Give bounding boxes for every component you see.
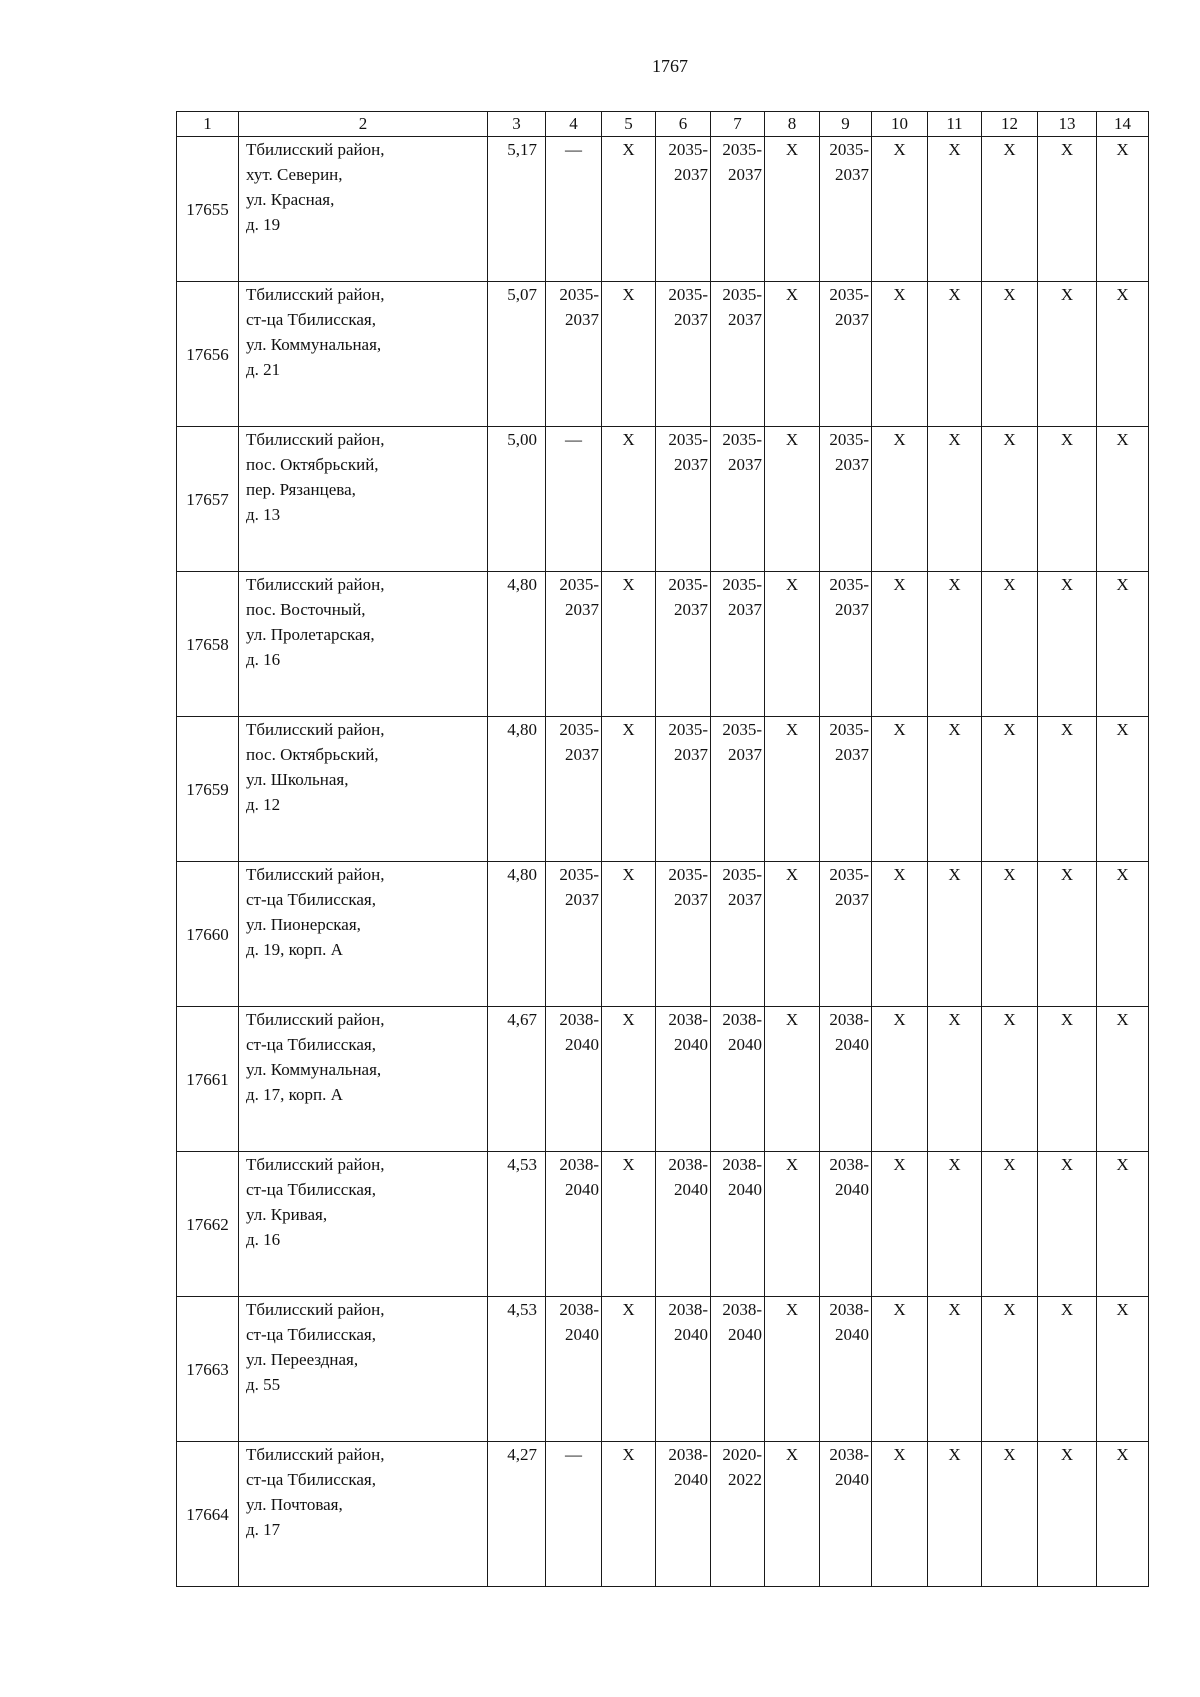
- cell-col-5: X: [602, 427, 656, 572]
- cell-col-5: X: [602, 717, 656, 862]
- cell-line: 2038-: [668, 1300, 708, 1319]
- cell-line: —: [565, 140, 582, 159]
- cell-line: 2040: [565, 1035, 599, 1054]
- cell-col-14: X: [1097, 1297, 1149, 1442]
- column-header-4: 4: [546, 112, 602, 137]
- cell-col-8: X: [765, 572, 820, 717]
- cell-col-5: X: [602, 1152, 656, 1297]
- cell-col-14: X: [1097, 427, 1149, 572]
- value-cell: 4,80: [488, 717, 546, 862]
- cell-col-9: [820, 1297, 872, 1442]
- cell-col-8: X: [765, 137, 820, 282]
- cell-line: 2035-: [559, 575, 599, 594]
- table-row: [177, 427, 1149, 572]
- cell-col-7: [711, 137, 765, 282]
- cell-col-11: X: [928, 862, 982, 1007]
- cell-line: 2040: [674, 1180, 708, 1199]
- cell-col-12: X: [982, 137, 1038, 282]
- value-cell: 5,07: [488, 282, 546, 427]
- cell-col-14: X: [1097, 1152, 1149, 1297]
- cell-line: 2040: [728, 1180, 762, 1199]
- column-header-5: 5: [602, 112, 656, 137]
- cell-col-14: X: [1097, 282, 1149, 427]
- address-cell: [239, 1007, 488, 1152]
- cell-line: 2035-: [559, 865, 599, 884]
- cell-line: 2040: [674, 1035, 708, 1054]
- cell-line: 2038-: [829, 1300, 869, 1319]
- cell-line: ст-ца Тбилисская,: [246, 890, 376, 909]
- cell-line: 2038-: [559, 1300, 599, 1319]
- value-cell: 4,27: [488, 1442, 546, 1587]
- cell-col-4: [546, 1442, 602, 1587]
- cell-col-12: X: [982, 1152, 1038, 1297]
- address-cell: [239, 717, 488, 862]
- cell-col-12: X: [982, 572, 1038, 717]
- cell-col-10: X: [872, 1297, 928, 1442]
- cell-line: ст-ца Тбилисская,: [246, 1035, 376, 1054]
- cell-line: 2022: [728, 1470, 762, 1489]
- cell-line: д. 13: [246, 505, 281, 524]
- cell-line: 2038-: [668, 1155, 708, 1174]
- cell-line: 2038-: [559, 1010, 599, 1029]
- cell-col-11: X: [928, 1297, 982, 1442]
- column-header-9: 9: [820, 112, 872, 137]
- cell-line: д. 17: [246, 1520, 281, 1539]
- cell-col-12: X: [982, 282, 1038, 427]
- cell-line: ул. Красная,: [246, 190, 335, 209]
- cell-col-7: [711, 1297, 765, 1442]
- cell-col-7: [711, 572, 765, 717]
- cell-col-7: [711, 1152, 765, 1297]
- row-number: 17664: [177, 1442, 239, 1587]
- cell-line: 2035-: [829, 720, 869, 739]
- cell-col-6: [656, 1297, 711, 1442]
- cell-line: 2037: [565, 600, 599, 619]
- page-number: 1767: [652, 56, 688, 76]
- row-number: 17661: [177, 1007, 239, 1152]
- cell-line: д. 19: [246, 215, 281, 234]
- cell-line: ул. Кривая,: [246, 1205, 328, 1224]
- cell-line: 2038-: [668, 1445, 708, 1464]
- cell-col-13: X: [1038, 572, 1097, 717]
- cell-line: 2040: [565, 1325, 599, 1344]
- cell-line: 2035-: [668, 430, 708, 449]
- cell-col-6: [656, 137, 711, 282]
- row-number: 17660: [177, 862, 239, 1007]
- cell-line: —: [565, 430, 582, 449]
- cell-col-4: [546, 1007, 602, 1152]
- cell-line: 2040: [728, 1035, 762, 1054]
- cell-col-5: X: [602, 862, 656, 1007]
- cell-line: Тбилисский район,: [246, 720, 385, 739]
- cell-line: 2040: [674, 1470, 708, 1489]
- cell-line: пер. Рязанцева,: [246, 480, 356, 499]
- cell-line: 2035-: [559, 720, 599, 739]
- cell-line: 2035-: [668, 285, 708, 304]
- cell-col-13: X: [1038, 1442, 1097, 1587]
- cell-line: д. 19, корп. А: [246, 940, 343, 959]
- cell-col-12: X: [982, 717, 1038, 862]
- cell-line: 2038-: [722, 1155, 762, 1174]
- cell-line: 2035-: [559, 285, 599, 304]
- table-row: [177, 1152, 1149, 1297]
- column-header-6: 6: [656, 112, 711, 137]
- cell-col-6: [656, 282, 711, 427]
- column-header-7: 7: [711, 112, 765, 137]
- cell-col-5: X: [602, 137, 656, 282]
- cell-line: Тбилисский район,: [246, 1300, 385, 1319]
- cell-line: 2038-: [829, 1445, 869, 1464]
- cell-col-9: [820, 1007, 872, 1152]
- cell-line: 2040: [835, 1470, 869, 1489]
- cell-col-4: [546, 862, 602, 1007]
- cell-line: 2035-: [829, 575, 869, 594]
- column-header-8: 8: [765, 112, 820, 137]
- cell-line: 2037: [674, 455, 708, 474]
- cell-line: ст-ца Тбилисская,: [246, 1325, 376, 1344]
- cell-col-10: X: [872, 1007, 928, 1152]
- cell-col-6: [656, 1152, 711, 1297]
- cell-line: 2035-: [829, 140, 869, 159]
- cell-line: 2035-: [722, 285, 762, 304]
- address-cell: [239, 862, 488, 1007]
- cell-col-14: X: [1097, 717, 1149, 862]
- cell-col-14: X: [1097, 572, 1149, 717]
- cell-line: Тбилисский район,: [246, 430, 385, 449]
- cell-col-12: X: [982, 1297, 1038, 1442]
- cell-col-12: X: [982, 862, 1038, 1007]
- column-header-12: 12: [982, 112, 1038, 137]
- cell-line: ул. Коммунальная,: [246, 335, 382, 354]
- cell-line: 2035-: [829, 430, 869, 449]
- cell-line: 2038-: [668, 1010, 708, 1029]
- cell-line: ул. Школьная,: [246, 770, 349, 789]
- cell-col-4: [546, 282, 602, 427]
- cell-col-9: [820, 572, 872, 717]
- cell-line: Тбилисский район,: [246, 285, 385, 304]
- cell-col-5: X: [602, 1442, 656, 1587]
- row-number: 17658: [177, 572, 239, 717]
- cell-col-9: [820, 717, 872, 862]
- cell-line: ст-ца Тбилисская,: [246, 1470, 376, 1489]
- value-cell: 4,53: [488, 1297, 546, 1442]
- cell-col-10: X: [872, 427, 928, 572]
- cell-line: 2035-: [722, 140, 762, 159]
- cell-col-9: [820, 427, 872, 572]
- cell-col-11: X: [928, 1152, 982, 1297]
- cell-line: 2037: [728, 890, 762, 909]
- data-table: [176, 111, 1149, 1587]
- cell-line: 2037: [835, 455, 869, 474]
- cell-line: 2038-: [722, 1300, 762, 1319]
- cell-line: 2037: [565, 745, 599, 764]
- cell-col-12: X: [982, 1442, 1038, 1587]
- address-cell: [239, 572, 488, 717]
- header-row: [177, 112, 1149, 137]
- cell-col-14: X: [1097, 1007, 1149, 1152]
- cell-line: 2040: [835, 1035, 869, 1054]
- cell-line: —: [565, 1445, 582, 1464]
- cell-col-6: [656, 1007, 711, 1152]
- cell-line: 2037: [835, 165, 869, 184]
- cell-col-8: X: [765, 862, 820, 1007]
- cell-line: 2040: [674, 1325, 708, 1344]
- cell-line: хут. Северин,: [246, 165, 343, 184]
- cell-line: 2035-: [722, 575, 762, 594]
- cell-line: ул. Пионерская,: [246, 915, 361, 934]
- cell-col-5: X: [602, 282, 656, 427]
- table-row: [177, 1442, 1149, 1587]
- cell-col-7: [711, 862, 765, 1007]
- cell-line: 2035-: [722, 865, 762, 884]
- row-number: 17662: [177, 1152, 239, 1297]
- table-row: [177, 1297, 1149, 1442]
- cell-line: 2037: [835, 600, 869, 619]
- cell-line: 2037: [835, 310, 869, 329]
- cell-col-4: [546, 1297, 602, 1442]
- cell-col-13: X: [1038, 137, 1097, 282]
- cell-col-4: [546, 572, 602, 717]
- column-header-1: 1: [177, 112, 239, 137]
- cell-col-9: [820, 1442, 872, 1587]
- row-number: 17655: [177, 137, 239, 282]
- cell-line: д. 55: [246, 1375, 281, 1394]
- cell-col-10: X: [872, 862, 928, 1007]
- cell-line: Тбилисский район,: [246, 865, 385, 884]
- cell-col-14: X: [1097, 137, 1149, 282]
- cell-line: 2037: [674, 600, 708, 619]
- cell-line: д. 16: [246, 1230, 281, 1249]
- cell-col-10: X: [872, 1442, 928, 1587]
- cell-col-11: X: [928, 137, 982, 282]
- cell-col-10: X: [872, 717, 928, 862]
- value-cell: 4,53: [488, 1152, 546, 1297]
- cell-col-13: X: [1038, 282, 1097, 427]
- cell-col-8: X: [765, 282, 820, 427]
- cell-line: 2035-: [829, 865, 869, 884]
- cell-line: пос. Восточный,: [246, 600, 366, 619]
- cell-line: д. 21: [246, 360, 281, 379]
- cell-col-11: X: [928, 427, 982, 572]
- value-cell: 5,17: [488, 137, 546, 282]
- cell-line: Тбилисский район,: [246, 575, 385, 594]
- cell-col-13: X: [1038, 862, 1097, 1007]
- cell-line: Тбилисский район,: [246, 1155, 385, 1174]
- cell-line: ул. Пролетарская,: [246, 625, 375, 644]
- column-header-13: 13: [1038, 112, 1097, 137]
- cell-col-9: [820, 862, 872, 1007]
- cell-col-8: X: [765, 427, 820, 572]
- cell-line: 2040: [835, 1180, 869, 1199]
- value-cell: 4,80: [488, 862, 546, 1007]
- cell-col-11: X: [928, 1007, 982, 1152]
- row-number: 17657: [177, 427, 239, 572]
- cell-line: 2037: [674, 745, 708, 764]
- cell-col-9: [820, 1152, 872, 1297]
- cell-col-9: [820, 282, 872, 427]
- cell-line: 2040: [565, 1180, 599, 1199]
- cell-col-6: [656, 1442, 711, 1587]
- cell-col-6: [656, 427, 711, 572]
- cell-line: 2037: [728, 165, 762, 184]
- cell-col-10: X: [872, 1152, 928, 1297]
- column-header-14: 14: [1097, 112, 1149, 137]
- column-header-3: 3: [488, 112, 546, 137]
- cell-line: 2040: [728, 1325, 762, 1344]
- value-cell: 4,67: [488, 1007, 546, 1152]
- cell-col-7: [711, 1007, 765, 1152]
- cell-line: 2037: [835, 890, 869, 909]
- column-header-11: 11: [928, 112, 982, 137]
- cell-line: Тбилисский район,: [246, 1010, 385, 1029]
- row-number: 17663: [177, 1297, 239, 1442]
- address-cell: [239, 1152, 488, 1297]
- cell-col-5: X: [602, 1297, 656, 1442]
- cell-col-5: X: [602, 1007, 656, 1152]
- cell-col-7: [711, 282, 765, 427]
- cell-line: 2037: [728, 745, 762, 764]
- cell-line: 2037: [565, 310, 599, 329]
- cell-col-6: [656, 572, 711, 717]
- cell-line: 2037: [728, 310, 762, 329]
- cell-col-8: X: [765, 1442, 820, 1587]
- cell-line: 2035-: [722, 430, 762, 449]
- value-cell: 4,80: [488, 572, 546, 717]
- cell-col-7: [711, 717, 765, 862]
- cell-col-10: X: [872, 572, 928, 717]
- cell-line: 2038-: [722, 1010, 762, 1029]
- cell-line: 2037: [674, 165, 708, 184]
- cell-col-11: X: [928, 717, 982, 862]
- cell-line: 2035-: [668, 575, 708, 594]
- cell-col-11: X: [928, 282, 982, 427]
- cell-line: 2020-: [722, 1445, 762, 1464]
- table-row: [177, 862, 1149, 1007]
- column-header-10: 10: [872, 112, 928, 137]
- row-number: 17656: [177, 282, 239, 427]
- cell-line: ул. Почтовая,: [246, 1495, 343, 1514]
- table-row: [177, 137, 1149, 282]
- cell-col-13: X: [1038, 1297, 1097, 1442]
- cell-col-6: [656, 862, 711, 1007]
- address-cell: [239, 1442, 488, 1587]
- table-row: [177, 1007, 1149, 1152]
- cell-line: пос. Октябрьский,: [246, 745, 379, 764]
- cell-line: 2038-: [829, 1155, 869, 1174]
- cell-col-8: X: [765, 1007, 820, 1152]
- cell-line: ул. Коммунальная,: [246, 1060, 382, 1079]
- cell-line: 2037: [835, 745, 869, 764]
- cell-col-13: X: [1038, 1152, 1097, 1297]
- cell-line: ул. Переездная,: [246, 1350, 359, 1369]
- cell-line: 2035-: [829, 285, 869, 304]
- cell-line: 2035-: [722, 720, 762, 739]
- cell-line: 2037: [674, 310, 708, 329]
- cell-col-4: [546, 137, 602, 282]
- cell-line: 2038-: [559, 1155, 599, 1174]
- cell-line: Тбилисский район,: [246, 140, 385, 159]
- row-number: 17659: [177, 717, 239, 862]
- cell-col-13: X: [1038, 717, 1097, 862]
- cell-line: 2037: [728, 600, 762, 619]
- cell-line: 2038-: [829, 1010, 869, 1029]
- cell-line: 2035-: [668, 720, 708, 739]
- table-header: [177, 112, 1149, 137]
- cell-col-11: X: [928, 572, 982, 717]
- cell-line: 2035-: [668, 140, 708, 159]
- cell-col-13: X: [1038, 1007, 1097, 1152]
- cell-col-10: X: [872, 282, 928, 427]
- cell-line: 2037: [728, 455, 762, 474]
- cell-col-12: X: [982, 427, 1038, 572]
- cell-col-7: [711, 427, 765, 572]
- cell-line: 2037: [674, 890, 708, 909]
- table-row: [177, 717, 1149, 862]
- cell-col-14: X: [1097, 1442, 1149, 1587]
- cell-col-4: [546, 427, 602, 572]
- cell-line: пос. Октябрьский,: [246, 455, 379, 474]
- address-cell: [239, 137, 488, 282]
- address-cell: [239, 282, 488, 427]
- table-row: [177, 282, 1149, 427]
- table-body: [177, 137, 1149, 1587]
- address-cell: [239, 427, 488, 572]
- cell-col-4: [546, 1152, 602, 1297]
- cell-line: Тбилисский район,: [246, 1445, 385, 1464]
- table-row: [177, 572, 1149, 717]
- cell-line: д. 16: [246, 650, 281, 669]
- cell-line: 2040: [835, 1325, 869, 1344]
- cell-col-11: X: [928, 1442, 982, 1587]
- cell-line: д. 17, корп. А: [246, 1085, 343, 1104]
- cell-col-7: [711, 1442, 765, 1587]
- column-header-2: 2: [239, 112, 488, 137]
- cell-col-8: X: [765, 1152, 820, 1297]
- cell-col-12: X: [982, 1007, 1038, 1152]
- cell-line: ст-ца Тбилисская,: [246, 310, 376, 329]
- cell-col-10: X: [872, 137, 928, 282]
- cell-col-14: X: [1097, 862, 1149, 1007]
- cell-col-5: X: [602, 572, 656, 717]
- cell-line: д. 12: [246, 795, 281, 814]
- cell-col-13: X: [1038, 427, 1097, 572]
- value-cell: 5,00: [488, 427, 546, 572]
- cell-col-8: X: [765, 1297, 820, 1442]
- cell-col-9: [820, 137, 872, 282]
- cell-col-8: X: [765, 717, 820, 862]
- cell-col-4: [546, 717, 602, 862]
- address-cell: [239, 1297, 488, 1442]
- cell-line: 2035-: [668, 865, 708, 884]
- cell-col-6: [656, 717, 711, 862]
- cell-line: 2037: [565, 890, 599, 909]
- cell-line: ст-ца Тбилисская,: [246, 1180, 376, 1199]
